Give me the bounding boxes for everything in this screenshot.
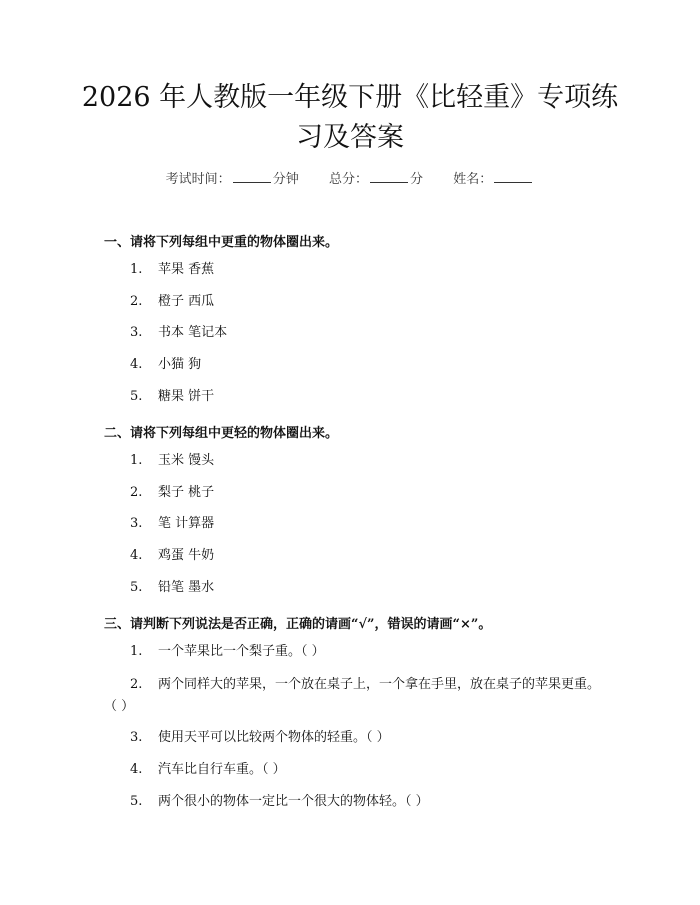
list-item — [104, 259, 604, 281]
list-item — [104, 674, 604, 718]
list-item — [104, 545, 604, 567]
list-item — [104, 641, 604, 663]
exam-info-line — [60, 168, 640, 187]
item-number: 4. — [130, 762, 143, 777]
list-item — [104, 513, 604, 535]
item-text: 玉米 馒头 — [158, 453, 215, 468]
item-number: 2. — [130, 677, 143, 692]
item-number: 3. — [130, 730, 143, 745]
item-number: 4. — [130, 357, 143, 372]
time-label: 考试时间： — [165, 172, 231, 187]
section-1-heading: 一、请将下列每组中更重的物体圈出来。 — [104, 235, 339, 250]
item-number: 5. — [130, 794, 143, 809]
item-number: 1. — [130, 453, 143, 468]
item-text: 书本 笔记本 — [158, 325, 228, 340]
item-number: 3. — [130, 325, 143, 340]
item-text: 梨子 桃子 — [158, 485, 215, 500]
item-number: 1. — [130, 644, 143, 659]
list-item — [104, 291, 604, 313]
name-blank[interactable] — [494, 170, 532, 183]
score-label: 总分： — [328, 172, 368, 187]
time-blank[interactable] — [233, 170, 271, 183]
item-text: 苹果 香蕉 — [158, 262, 215, 277]
item-number: 1. — [130, 262, 143, 277]
item-text: 铅笔 墨水 — [158, 580, 215, 595]
item-number: 4. — [130, 548, 143, 563]
name-label: 姓名： — [453, 172, 493, 187]
list-item — [104, 791, 604, 813]
list-item — [104, 727, 604, 749]
list-item — [104, 482, 604, 504]
list-item — [104, 386, 604, 408]
page-title — [60, 78, 640, 158]
item-number: 5. — [130, 580, 143, 595]
title-line-1: 2026 年人教版一年级下册《比轻重》专项练 — [81, 82, 619, 113]
time-unit: 分钟 — [272, 172, 299, 187]
item-text: 两个同样大的苹果，一个放在桌子上，一个拿在手里，放在桌子的苹果更重。（ ） — [104, 677, 601, 714]
list-item — [104, 577, 604, 599]
section-3-heading: 三、请判断下列说法是否正确，正确的请画“√”，错误的请画“×”。 — [104, 617, 492, 632]
title-line-2: 习及答案 — [296, 122, 404, 153]
item-number: 2. — [130, 294, 143, 309]
score-blank[interactable] — [370, 170, 408, 183]
item-text: 小猫 狗 — [158, 357, 202, 372]
section-2-heading: 二、请将下列每组中更轻的物体圈出来。 — [104, 426, 339, 441]
score-unit: 分 — [410, 172, 424, 187]
item-text: 汽车比自行车重。（ ） — [158, 762, 286, 777]
item-text: 一个苹果比一个梨子重。（ ） — [158, 644, 325, 659]
list-item — [104, 354, 604, 376]
item-number: 3. — [130, 516, 143, 531]
item-text: 两个很小的物体一定比一个很大的物体轻。（ ） — [158, 794, 429, 809]
item-text: 鸡蛋 牛奶 — [158, 548, 215, 563]
item-text: 橙子 西瓜 — [158, 294, 215, 309]
list-item — [104, 759, 604, 781]
item-text: 使用天平可以比较两个物体的轻重。（ ） — [158, 730, 390, 745]
item-number: 2. — [130, 485, 143, 500]
item-number: 5. — [130, 389, 143, 404]
item-text: 糖果 饼干 — [158, 389, 215, 404]
item-text: 笔 计算器 — [158, 516, 215, 531]
list-item — [104, 450, 604, 472]
list-item — [104, 322, 604, 344]
